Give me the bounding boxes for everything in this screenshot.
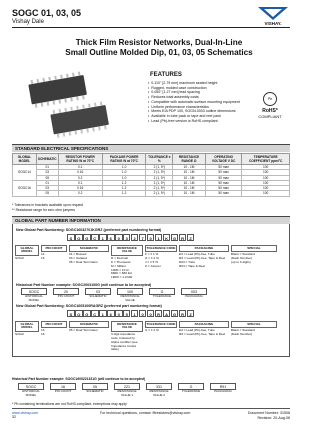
table-cell: 100 <box>242 180 290 185</box>
pn-field <box>69 245 109 265</box>
col-header: RESISTOR POWER RATING W at 70°C <box>58 154 102 165</box>
pn-field <box>145 245 177 269</box>
hist-value: 05 <box>82 383 108 390</box>
hist-label: HISTORICAL MODEL <box>22 389 40 397</box>
table-cell: 0.16 <box>58 170 102 175</box>
hist-label: HISTORICAL MODEL <box>25 294 43 302</box>
table-cell: 1.2 <box>102 180 146 185</box>
table-cell: 0.1 <box>58 180 102 185</box>
pn-field <box>15 321 39 337</box>
hist-value: 331 <box>146 383 172 390</box>
header-rule <box>12 27 290 28</box>
hist-col <box>21 288 47 302</box>
table-cell: 10 - 1M <box>173 170 206 175</box>
pn-field-header: TOLERANCE CODE <box>145 245 177 252</box>
table-cell: 50 max <box>205 170 241 175</box>
footer-url[interactable]: www.vishay.com <box>12 411 39 415</box>
hist-value: SOGC <box>21 288 47 295</box>
pn-field-body: E3 = Lead (Pb)-free, Tube RZ = Lead (Pb)-free, Tape & Reel <box>179 327 226 336</box>
features-list <box>148 81 252 123</box>
pn-cell: R <box>155 310 163 317</box>
pn-field-header: PIN COUNT <box>41 245 67 252</box>
rohs-badge <box>254 92 286 119</box>
svg-text:VISHAY.: VISHAY. <box>264 21 282 26</box>
hist-value: R91 <box>210 383 236 390</box>
hist-label: TOLERANCE <box>181 389 201 393</box>
pn-field <box>179 321 229 337</box>
product-photo <box>18 68 126 138</box>
hist-col <box>149 288 175 302</box>
pn-field-header: SPECIAL <box>231 245 277 252</box>
pn-cell: 1 <box>99 310 107 317</box>
hist-col <box>85 288 111 302</box>
pn-cell: G <box>83 234 91 241</box>
pn-field-body: 05 = Dual Terminator <box>69 327 98 332</box>
pn-cell: 5 <box>123 310 131 317</box>
hist-label: RESISTANCE VALUE <box>120 294 140 302</box>
col-header: RESISTANCE RANGE Ω <box>173 154 206 165</box>
pn-field-body: 14 16 <box>41 251 45 260</box>
pn-cells <box>67 234 195 241</box>
title-line-2: Small Outline Molded Dip, 01, 03, 05 Schematics <box>65 48 253 57</box>
table-cell: 10 - 1M <box>173 165 206 170</box>
hist-pn-label: Historical Part Number example: SOGC2003100G (will continue to be accepted) <box>16 283 152 287</box>
table-cell: 0.1 <box>58 165 102 170</box>
table-cell: 03 <box>36 186 58 191</box>
pn-field <box>111 321 143 352</box>
pn-field-body: E3 = Lead (Pb)-free, Tube RZ = Lead (Pb)-free, Tape & Reel D04 = Tube R04 = Tape & Reel <box>179 251 226 268</box>
pn-cell: O <box>75 234 83 241</box>
pn-cell: R <box>179 310 187 317</box>
model-cell: SOGC14 <box>13 165 37 181</box>
pn-field-header: PACKAGING <box>179 321 229 328</box>
table-cell: 100 <box>242 191 290 196</box>
table-cell: 10 - 1M <box>173 186 206 191</box>
pn-field <box>41 245 67 261</box>
pn-cell: K <box>163 234 171 241</box>
hist-col <box>82 383 108 397</box>
table-cell: 50 max <box>205 165 241 170</box>
feature-item: • Compatible with automatic surface mounting equipment <box>148 100 252 105</box>
pn-cell: C <box>91 234 99 241</box>
pn-field-body: SOGC <box>15 331 25 336</box>
hist-label: RESISTANCE VALUE 1 <box>117 389 137 397</box>
pn-cell: G <box>171 310 179 317</box>
pb-free-icon: Pb <box>263 92 277 106</box>
feature-item: • Lead (Pb)-free version is RoHS compliant <box>148 119 252 124</box>
hist-label: PACKAGING <box>185 294 203 298</box>
pn-cell: 0 <box>147 310 155 317</box>
table-cell: 50 max <box>205 191 241 196</box>
feature-item: • Meets EIA PDP 100, SOGN-0003 outline dimensions <box>148 109 252 114</box>
hist-pn-label-2: Historical Part Number example: SOGC1605221331G (will continue to be accepted) <box>12 377 146 381</box>
pn-field-body: Blank = Standard (Dash Number) (up to 3 digits) <box>231 251 255 264</box>
hist-col <box>50 383 76 397</box>
hist-value: 16 <box>50 383 76 390</box>
hist-value: 221 <box>114 383 140 390</box>
table-cell: 1.0 <box>102 165 146 170</box>
spec-section-heading: STANDARD ELECTRICAL SPECIFICATIONS <box>12 144 290 152</box>
col-header: TEMPERATURE COEFFICIENT ppm/°C <box>242 154 290 165</box>
doc-number: Document Number: 31508 <box>247 411 290 415</box>
pn-cell: 7 <box>139 234 147 241</box>
pn-field-header: SCHEMATIC <box>69 321 109 328</box>
pn-field-body: 3 digit impedance code, followed by Alpha modifier (see Impedance Codes table) <box>111 331 138 352</box>
table-cell: 2 (1, 5*) <box>146 175 173 180</box>
pn-cell: Z <box>187 310 195 317</box>
pn-field-body: G = ± 2 % <box>145 327 159 332</box>
hist-label: SCHEMATIC <box>89 294 107 298</box>
pn-field-header: GLOBAL MODEL <box>15 245 39 256</box>
pn-field-header: SCHEMATIC <box>69 245 109 252</box>
pn-field <box>231 245 277 265</box>
hist-col <box>146 383 172 397</box>
pn-cell: 1 <box>131 310 139 317</box>
pn-cell: 0 <box>139 310 147 317</box>
spec-note: * Tolerances in brackets available upon request <box>12 203 83 207</box>
pn-cell: 6 <box>107 234 115 241</box>
hist-col <box>178 383 204 397</box>
vishay-logo <box>256 6 290 26</box>
pn-field-header: PIN COUNT <box>41 321 67 328</box>
part-title: SOGC 01, 03, 05 <box>12 8 82 18</box>
hist-label: PACKAGING <box>214 389 232 393</box>
table-cell: 50 max <box>205 175 241 180</box>
footer-rule <box>12 408 290 409</box>
hist-label: PIN COUNT <box>54 389 72 393</box>
hist-value: G <box>178 383 204 390</box>
pn-cells-2 <box>67 310 195 317</box>
pn-field <box>111 245 143 280</box>
pn-field-body: F = ± 1 % G = ± 2 % J = ± 5 % Z = Jumper <box>145 251 161 268</box>
pn-cell: C <box>91 310 99 317</box>
pn-cell: 1 <box>99 234 107 241</box>
table-cell: 10 - 1M <box>173 191 206 196</box>
pn-cell: S <box>67 310 75 317</box>
document-title <box>64 38 254 58</box>
hist-value: 100 <box>117 288 143 295</box>
hist-pn-values-2 <box>18 383 242 397</box>
pn-cell: S <box>67 234 75 241</box>
table-cell: 2 (1, 5*) <box>146 180 173 185</box>
hist-label: RESISTANCE VALUE 2 <box>149 389 169 397</box>
table-cell: 100 <box>242 186 290 191</box>
feature-item: • Reduces total assembly costs <box>148 95 252 100</box>
table-cell: 100 <box>242 175 290 180</box>
table-cell: 100 <box>242 165 290 170</box>
pn-field-body: 01 = Bussed 03 = Isolated 05 = Dual Terminator <box>69 251 98 264</box>
features-heading: FEATURES <box>150 72 182 78</box>
footer-left <box>12 411 38 419</box>
spec-note: ** Resistance range for zero ohm jumpers <box>12 207 75 212</box>
table-cell: 0.2 <box>58 175 102 180</box>
table-row <box>13 191 290 196</box>
hist-col <box>181 288 207 302</box>
rohs-sub: COMPLIANT <box>258 114 282 119</box>
company-name: Vishay Dale <box>12 19 44 25</box>
table-cell: 03 <box>36 170 58 175</box>
hist-value: 003 <box>181 288 207 295</box>
pn-cell: G <box>83 310 91 317</box>
table-cell: 2 (1, 5*) <box>146 186 173 191</box>
col-header: TOLERANCE ± % <box>146 154 173 165</box>
spec-notes <box>12 203 83 212</box>
hist-value: SOGC <box>18 383 44 390</box>
footer-right <box>248 411 290 420</box>
pn-field-body: SOGC <box>15 255 25 260</box>
table-cell: 2 (1, 5*) <box>146 170 173 175</box>
hist-label: PIN COUNT <box>57 294 75 298</box>
pn-field <box>179 245 229 269</box>
pn-field <box>231 321 277 337</box>
hist-value: G <box>149 288 175 295</box>
pn-field-body: 14 16 <box>41 327 45 336</box>
pn-field-header: SPECIAL <box>231 321 277 328</box>
table-cell: 1.0 <box>102 175 146 180</box>
hist-col <box>18 383 44 397</box>
pn-field <box>69 321 109 333</box>
pn-field-header: TOLERANCE CODE <box>145 321 177 328</box>
table-cell: 2 (1, 5*) <box>146 191 173 196</box>
hist-pn-values <box>21 288 213 302</box>
pn-cell: Z <box>187 234 195 241</box>
hist-col <box>53 288 79 302</box>
pn-cell: G <box>171 234 179 241</box>
hist-value: 20 <box>53 288 79 295</box>
pn-field-header: RESISTANCE VALUE <box>111 321 143 332</box>
table-cell: 01 <box>36 180 58 185</box>
pn-field-body: R = Decimal K = Thousand M = Million 10R0 = 10 Ω 680K = 680 kΩ 1M00 = 1.0 MΩ <box>111 255 133 280</box>
pn-field-body: Blank = Standard (Dash Number) <box>231 327 255 336</box>
model-cell: SOGC16 <box>13 180 37 196</box>
table-cell: 01 <box>36 165 58 170</box>
table-cell: 10 - 1M <box>173 175 206 180</box>
table-cell: 0.16 <box>58 186 102 191</box>
pn-field <box>41 321 67 337</box>
table-cell: 1.2 <box>102 191 146 196</box>
hist-label: SCHEMATIC <box>86 389 104 393</box>
feature-item: • Uniform performance characteristics <box>148 105 252 110</box>
pn-field <box>15 245 39 261</box>
col-header: PACKAGE POWER RATING W at 70°C <box>102 154 146 165</box>
footnote: * Pb containing terminations are not RoHS compliant, exemptions may apply <box>12 402 127 406</box>
hist-col <box>114 383 140 397</box>
table-cell: 2 (1, 5*) <box>146 165 173 170</box>
pn-section-heading: GLOBAL PART NUMBER INFORMATION <box>12 216 290 224</box>
hist-label: TOLERANCE <box>152 294 172 298</box>
hist-col <box>117 288 143 302</box>
pn-field <box>145 321 177 333</box>
page-number: 32 <box>12 415 16 419</box>
feature-item: • 0.110" [2.79 mm] maximum seated height <box>148 81 252 86</box>
table-cell: 50 max <box>205 180 241 185</box>
rohs-label: RoHS* <box>262 108 278 114</box>
title-line-1: Thick Film Resistor Networks, Dual-In-Line <box>75 38 243 47</box>
pn-field-header: PACKAGING <box>179 245 229 252</box>
spec-table <box>12 153 290 197</box>
col-header: SCHEMATIC <box>36 154 58 165</box>
pn-cell: R <box>179 234 187 241</box>
table-cell: 05 <box>36 175 58 180</box>
footer-contact: For technical questions, contact: fftresistors@vishay.com <box>100 411 191 415</box>
pn-cell: A <box>163 310 171 317</box>
table-cell: 0.2 <box>58 191 102 196</box>
col-header: GLOBAL MODEL <box>13 154 37 165</box>
pn-cell: 0 <box>147 234 155 241</box>
table-cell: 100 <box>242 170 290 175</box>
hist-value: 03 <box>85 288 111 295</box>
pn-cell: O <box>75 310 83 317</box>
pn-cell: 3 <box>123 234 131 241</box>
table-cell: 10 - 1M <box>173 180 206 185</box>
pn-field-header: RESISTANCE VALUE <box>111 245 143 256</box>
new-pn-label-2: New Global Part Numbering: SOGC1605100RAGRZ (preferred part numbering format) <box>16 304 162 308</box>
pn-cell: 1 <box>155 234 163 241</box>
pn-field-header: GLOBAL MODEL <box>15 321 39 332</box>
col-header: OPERATING VOLTAGE V DC <box>205 154 241 165</box>
table-cell: 05 <box>36 191 58 196</box>
table-cell: 50 max <box>205 186 241 191</box>
pn-cell: 6 <box>107 310 115 317</box>
part-number-box <box>12 217 290 357</box>
hist-col <box>210 383 236 397</box>
feature-item: • 0.050" [1.27 mm] lead spacing <box>148 90 252 95</box>
feature-item: • Available in tube pack or tape and reel pack <box>148 114 252 119</box>
feature-item: • Rugged, molded case construction <box>148 86 252 91</box>
pn-cell: 0 <box>115 234 123 241</box>
revision: Revision: 20-Aug-06 <box>257 415 290 420</box>
pn-cell: 0 <box>115 310 123 317</box>
table-cell: 1.0 <box>102 170 146 175</box>
new-pn-label: New Global Part Numbering: SOGC16032701KGRZ (preferred part numbering format) <box>16 228 162 232</box>
pn-cell: 2 <box>131 234 139 241</box>
table-cell: 1.2 <box>102 186 146 191</box>
